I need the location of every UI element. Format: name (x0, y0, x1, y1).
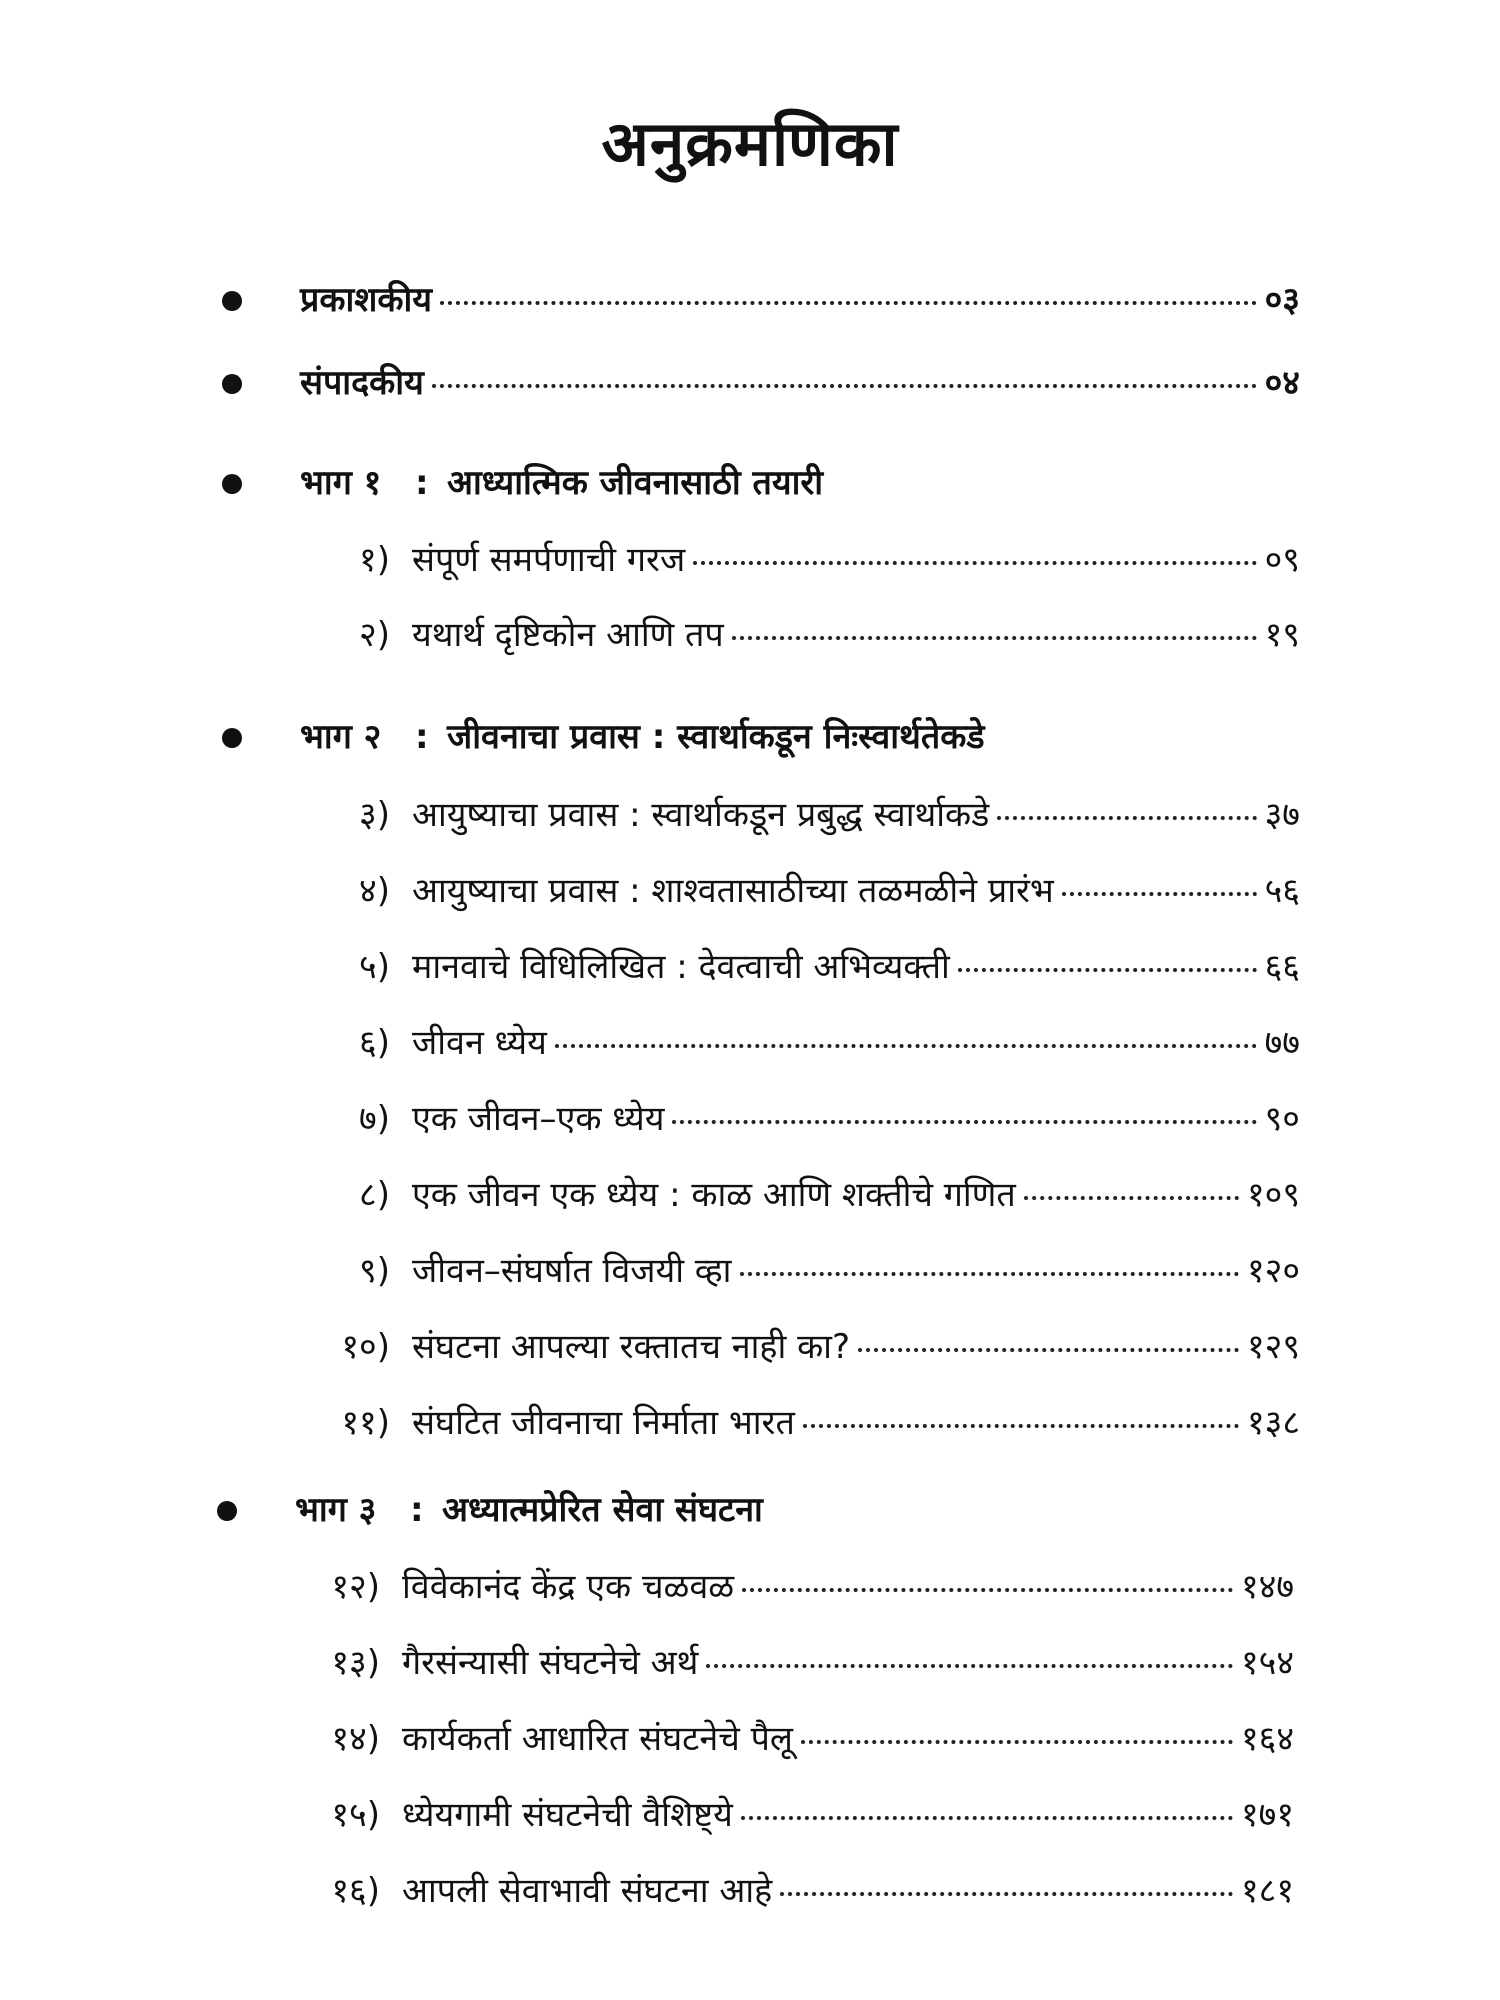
chapter-title: ध्येयगामी संघटनेची वैशिष्ट्ये (402, 1795, 733, 1835)
dot-leader (741, 1816, 1233, 1820)
chapter-title: संपूर्ण समर्पणाची गरज (412, 540, 686, 580)
chapter-page: ५६ (1264, 871, 1300, 911)
chapter-11 (341, 1398, 1300, 1448)
bullet-icon (222, 374, 242, 394)
bullet-icon (222, 474, 242, 494)
chapter-title: संघटना आपल्या रक्तातच नाही का? (412, 1327, 851, 1367)
chapter-3 (359, 790, 1300, 840)
chapter-title: मानवाचे विधिलिखित : देवत्वाची अभिव्यक्ती (412, 947, 950, 987)
part-number: भाग ३ (295, 1490, 377, 1530)
part-colon: : (410, 1490, 424, 1530)
chapter-6 (359, 1018, 1300, 1068)
chapter-number: ९) (359, 1251, 390, 1291)
chapter-title: एक जीवन एक ध्येय : काळ आणि शक्तीचे गणित (412, 1175, 1016, 1215)
chapter-page: ०९ (1264, 540, 1300, 580)
chapter-page: १८१ (1240, 1871, 1294, 1911)
chapter-number: ७) (359, 1099, 390, 1139)
entry-label: प्रकाशकीय (300, 280, 433, 320)
chapter-page: १०९ (1246, 1175, 1300, 1215)
part-title: अध्यात्मप्रेरित सेवा संघटना (442, 1490, 763, 1530)
part-heading-2 (300, 712, 985, 762)
chapter-title: आयुष्याचा प्रवास : शाश्वतासाठीच्या तळमळीने प्रारंभ (412, 871, 1054, 911)
dot-leader (997, 816, 1256, 820)
dot-leader (706, 1664, 1233, 1668)
chapter-title: संघटित जीवनाचा निर्माता भारत (412, 1403, 795, 1443)
chapter-10 (341, 1322, 1300, 1372)
part-title: जीवनाचा प्रवास : स्वार्थाकडून निःस्वार्थतेकडे (447, 717, 985, 757)
chapter-4 (359, 866, 1300, 916)
chapter-page: १४७ (1240, 1567, 1294, 1607)
chapter-title: गैरसंन्यासी संघटनेचे अर्थ (402, 1643, 699, 1683)
chapter-number: ८) (359, 1175, 390, 1215)
chapter-title: आयुष्याचा प्रवास : स्वार्थाकडून प्रबुद्ध स्वार्थाकडे (412, 795, 990, 835)
chapter-page: १५४ (1240, 1643, 1294, 1683)
dot-leader (958, 968, 1257, 972)
chapter-title: जीवन–संघर्षात विजयी व्हा (412, 1251, 732, 1291)
dot-leader (432, 384, 1257, 388)
chapter-page: ७७ (1264, 1023, 1300, 1063)
chapter-number: ६) (359, 1023, 390, 1063)
chapter-number: २) (359, 615, 390, 655)
dot-leader (1062, 892, 1257, 896)
dot-leader (672, 1120, 1256, 1124)
bullet-icon (222, 728, 242, 748)
chapter-number: १४) (331, 1719, 380, 1759)
toc-entry-prakashakiya (300, 275, 1300, 325)
chapter-page: १२० (1246, 1251, 1300, 1291)
page-title: अनुक्रमणिका (601, 107, 899, 180)
chapter-number: १३) (331, 1643, 380, 1683)
chapter-page: १३८ (1246, 1403, 1300, 1443)
chapter-title: यथार्थ दृष्टिकोन आणि तप (412, 615, 724, 655)
chapter-title: कार्यकर्ता आधारित संघटनेचे पैलू (402, 1719, 793, 1759)
chapter-12 (331, 1562, 1294, 1612)
dot-leader (555, 1044, 1257, 1048)
dot-leader (742, 1588, 1233, 1592)
entry-page: ०३ (1264, 280, 1300, 320)
chapter-page: १९ (1264, 615, 1300, 655)
chapter-15 (331, 1790, 1294, 1840)
chapter-page: ९० (1264, 1099, 1300, 1139)
chapter-title: एक जीवन–एक ध्येय (412, 1099, 665, 1139)
chapter-number: १६) (331, 1871, 380, 1911)
chapter-title: जीवन ध्येय (412, 1023, 547, 1063)
chapter-14 (331, 1714, 1294, 1764)
dot-leader (858, 1348, 1239, 1352)
chapter-page: ३७ (1264, 795, 1300, 835)
part-title: आध्यात्मिक जीवनासाठी तयारी (447, 463, 824, 503)
chapter-number: ४) (359, 871, 390, 911)
chapter-8 (359, 1170, 1300, 1220)
part-colon: : (415, 717, 429, 757)
dot-leader (693, 561, 1256, 565)
bullet-icon (217, 1501, 237, 1521)
chapter-page: १२९ (1246, 1327, 1300, 1367)
toc-entry-sampadakiya (300, 358, 1300, 408)
chapter-5 (359, 942, 1300, 992)
part-number: भाग १ (300, 463, 382, 503)
chapter-number: १०) (341, 1327, 390, 1367)
part-colon: : (415, 463, 429, 503)
chapter-13 (331, 1638, 1294, 1688)
dot-leader (780, 1892, 1233, 1896)
chapter-number: ३) (359, 795, 390, 835)
chapter-page: ६६ (1264, 947, 1300, 987)
part-heading-1 (300, 458, 823, 508)
chapter-title: आपली सेवाभावी संघटना आहे (402, 1871, 773, 1911)
bullet-icon (222, 291, 242, 311)
chapter-number: १५) (331, 1795, 380, 1835)
chapter-9 (359, 1246, 1300, 1296)
part-heading-3 (295, 1485, 763, 1535)
chapter-page: १६४ (1240, 1719, 1294, 1759)
entry-label: संपादकीय (300, 363, 424, 403)
chapter-title: विवेकानंद केंद्र एक चळवळ (402, 1567, 735, 1607)
chapter-number: १) (359, 540, 390, 580)
chapter-16 (331, 1866, 1294, 1916)
chapter-1 (359, 535, 1300, 585)
chapter-number: ११) (341, 1403, 390, 1443)
dot-leader (801, 1740, 1233, 1744)
dot-leader (740, 1272, 1239, 1276)
chapter-page: १७१ (1240, 1795, 1294, 1835)
chapter-7 (359, 1094, 1300, 1144)
chapter-number: १२) (331, 1567, 380, 1607)
chapter-2 (359, 610, 1300, 660)
dot-leader (803, 1424, 1239, 1428)
entry-page: ०४ (1264, 363, 1300, 403)
dot-leader (440, 301, 1257, 305)
chapter-number: ५) (359, 947, 390, 987)
dot-leader (732, 636, 1257, 640)
dot-leader (1024, 1196, 1239, 1200)
part-number: भाग २ (300, 717, 382, 757)
